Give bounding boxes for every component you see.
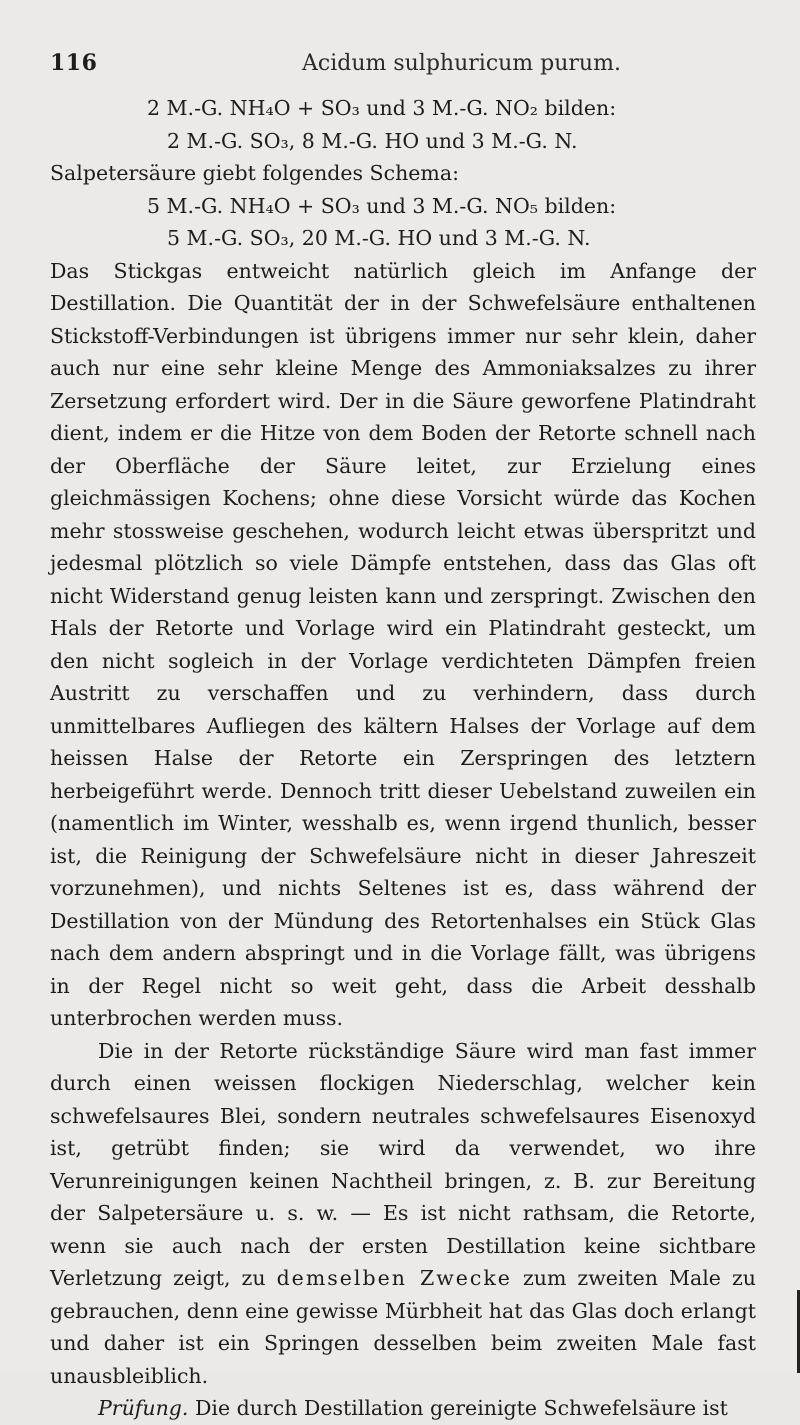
formula-line: 5 M.-G. NH₄O + SO₃ und 3 M.-G. NO₅ bilden:: [147, 193, 617, 218]
paragraph-distillation: Das Stickgas entweicht natürlich gleich im Anfange der Destillation. Die Quantität der in der Schwefelsäure enthaltenen Stickstoff-Verbindungen ist übrigens immer nur sehr klein, daher auch nur eine sehr kleine Menge des Ammoniaksalzes zu ihrer Zersetzung erfordert wird. Der in die Säure geworfene Platindraht dient, indem er die Hitze von dem Boden der Retorte schnell nach der Oberfläche der Säure leitet, zur Erzielung eines gleichmässigen Kochens; ohne diese Vorsicht würde das Kochen mehr stossweise geschehen, wodurch leicht etwas überspritzt und jedesmal plötzlich so viele Dämpfe entstehen, dass das Glas oft nicht Widerstand genug leisten kann und zerspringt. Zwischen den Hals der Retorte und Vorlage wird ein Platindraht gesteckt, um den nicht sogleich in der Vorlage verdichteten Dämpfen freien Austritt zu verschaffen und zu verhindern, dass durch unmittelbares Aufliegen des kältern Halses der Vorlage auf dem heissen Halse der Retorte ein Zerspringen des letztern herbeigeführt werde. Dennoch tritt dieser Uebelstand zuweilen ein (namentlich im Winter, wesshalb es, wenn irgend thunlich, besser ist, die Reinigung der Schwefelsäure nicht in dieser Jahreszeit vorzunehmen), und nichts Seltenes ist es, dass während der Destillation von der Mündung des Retortenhalses ein Stück Glas nach dem andern abspringt und in die Vorlage fällt, was übrigens in der Regel nicht so weit geht, dass die Arbeit desshalb unterbrochen werden muss.: [50, 258, 756, 1030]
paragraph-text: Die in der Retorte rückständige Säure wird man fast immer durch einen weissen flockigen Niederschlag, welcher kein schwefelsaures Blei, sondern neutrales schwefelsaures Eisenoxyd ist, getrübt finden; sie wird da verwendet, wo ihre Verunreinigungen keinen Nachtheil bringen, z. B. zur Bereitung der Salpetersäure u. s. w. — Es ist nicht rathsam, die Retorte, wenn sie auch nach der ersten Destillation keine sichtbare Verletzung zeigt, zu: [50, 1038, 756, 1290]
section-heading: Prüfung.: [98, 1396, 189, 1420]
formula-line: 2 M.-G. SO₃, 8 M.-G. HO und 3 M.-G. N.: [167, 128, 578, 153]
schema-intro: Salpetersäure giebt folgendes Schema:: [50, 161, 459, 185]
page-header: [50, 50, 756, 90]
paragraph-text: zum zweiten Male zu gebrauchen, denn eine gewisse Mürbheit hat das Glas doch erlangt und daher ist ein Springen desselben beim zweiten Male fast unausbleiblich.: [50, 1266, 756, 1388]
formula-line: 2 M.-G. NH₄O + SO₃ und 3 M.-G. NO₂ bilden:: [147, 96, 617, 120]
emphasis-text: demselben Zwecke: [276, 1266, 512, 1290]
paragraph-residue: [50, 1035, 756, 1393]
running-title: Acidum sulphuricum purum.: [302, 51, 621, 76]
page-number: 116: [50, 50, 98, 76]
formula-line: 5 M.-G. SO₃, 20 M.-G. HO und 3 M.-G. N.: [167, 226, 591, 250]
paragraph-testing: [50, 1392, 756, 1425]
paragraph-text: Die durch Destillation gereinigte Schwefelsäure ist: [194, 1396, 728, 1420]
